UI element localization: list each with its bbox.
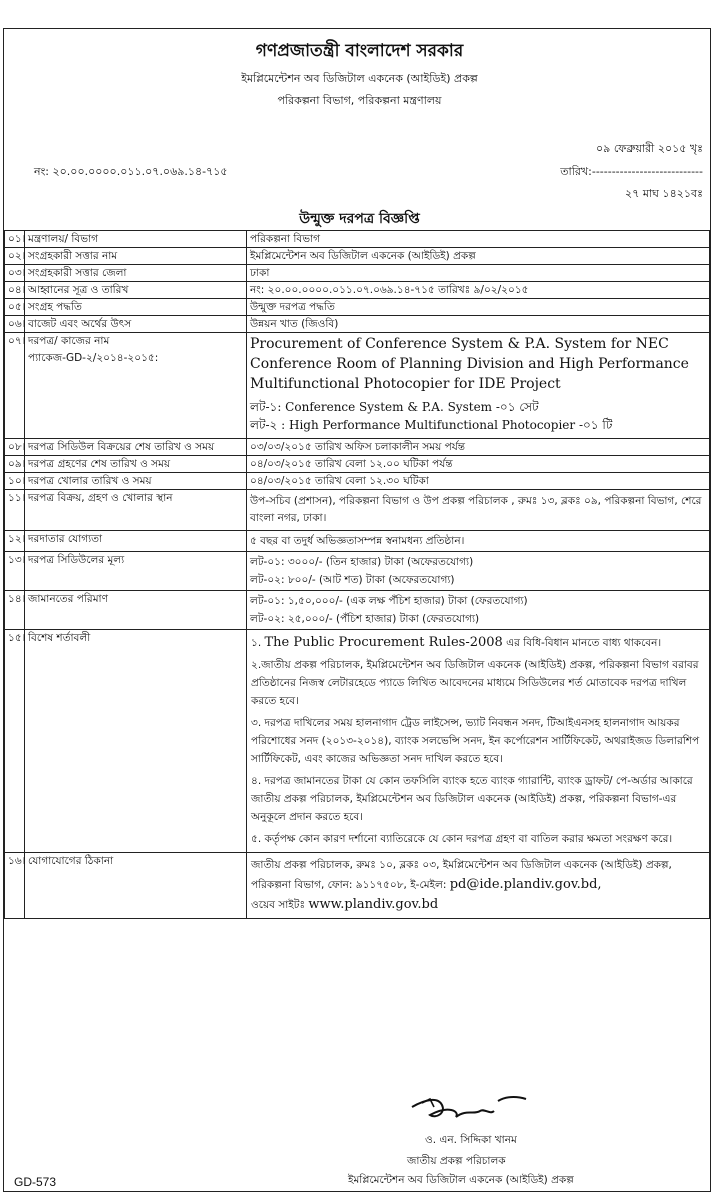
signatory-designation: জাতীয় প্রকল্প পরিচালক — [407, 1155, 506, 1167]
term-4: ৪. দরপত্র জামানতের টাকা যে কোন তফসিলি ব্যাংক হতে ব্যাংক গ্যারান্টি, ব্যাংক ড্রাফট/ পে-অর্ডার আকারে জাতীয় প্রকল্প পরিচালক, ইমপ্লিমেন্টেশন অব ডিজিটাল একনেক (আইডিই) প্রকল্প, পরিকল্পনা বিভাগ-এর অনুকূলে প্রদান করতে হবে। — [251, 775, 693, 823]
table-row — [5, 231, 710, 248]
term-2: ২.জাতীয় প্রকল্প পরিচালক, ইমপ্লিমেন্টেশন অব ডিজিটাল একনেক (আইডিই) প্রকল্প, পরিকল্পনা বিভাগ বরাবর প্রতিষ্ঠানের নিজস্ব লেটারহেডে প্যাডে লিখিত আবেদনের মাধ্যমে সিডিউলের শর্ত মোতাবেক দরপত্র দাখিল করতে হবে। — [251, 659, 699, 707]
price-lot-1: লট-০১: ৩০০০/- (তিন হাজার) টাকা (অফেরতযোগ্য) — [250, 556, 474, 568]
row-label: সংগ্রহকারী সত্তার জেলা — [25, 265, 247, 282]
row-number: ০১। — [5, 231, 25, 248]
table-row — [5, 265, 710, 282]
row-value: উন্নয়ন খাত (জিওবি) — [247, 316, 710, 333]
row-number: ১১। — [5, 490, 25, 531]
row-number: ০২। — [5, 248, 25, 265]
tender-table — [4, 230, 710, 919]
row-label: আহ্বানের সূত্র ও তারিখ — [25, 282, 247, 299]
signatory-project: ইমপ্লিমেন্টেশন অব ডিজিটাল একনেক (আইডিই) প্রকল্প — [348, 1174, 574, 1186]
row-number: ০৮। — [5, 439, 25, 456]
row-value: ০৩/০৩/২০১৫ তারিখ অফিস চলাকালীন সময় পর্যন্ত — [247, 439, 710, 456]
security-lot-2: লট-০২: ২৫,০০০/- (পঁচিশ হাজার) টাকা (ফেরতযোগ্য) — [250, 613, 480, 625]
package-description: Procurement of Conference System & P.A. System for NEC Conference Room of Planning Division and High Performance Multifunctional Photocopier for IDE Project — [250, 336, 689, 392]
notice-title: উন্মুক্ত দরপত্র বিজ্ঞপ্তি — [299, 211, 420, 227]
package-code: প্যাকেজ-GD-২/২০১৪-২০১৫: — [28, 352, 159, 364]
table-row — [5, 439, 710, 456]
row-label: দরপত্র গ্রহণের শেষ তারিখ ও সময় — [25, 456, 247, 473]
memo-date-english: ০৯ ফেব্রুয়ারী ২০১৫ খৃঃ — [596, 142, 703, 155]
row-label: দরদাতার যোগ্যতা — [25, 531, 247, 552]
row-value: ৫ বছর বা তদুর্ধ অভিজ্ঞতাসম্পন্ন স্বনামধন্য প্রতিষ্ঠান। — [247, 531, 710, 552]
row-label: সংগ্রহ পদ্ধতি — [25, 299, 247, 316]
division-name: পরিকল্পনা বিভাগ, পরিকল্পনা মন্ত্রণালয় — [277, 94, 442, 107]
row-number: ০৪। — [5, 282, 25, 299]
website-link[interactable]: www.plandiv.gov.bd — [308, 897, 439, 912]
package-lot-1: লট-১: Conference System & P.A. System -০১ সেট — [250, 400, 539, 414]
terms-row — [5, 630, 710, 853]
row-label: দরপত্র সিডিউল বিক্রয়ের শেষ তারিখ ও সময় — [25, 439, 247, 456]
row-value: ০৪/০৩/২০১৫ তারিখ বেলা ১২.০০ ঘটিকা পর্যন্ত — [247, 456, 710, 473]
website-label: ওয়েব সাইটঃ — [251, 899, 309, 911]
row-label: সংগ্রহকারী সত্তার নাম — [25, 248, 247, 265]
row-label: দরপত্র বিক্রয়, গ্রহণ ও খোলার স্থান — [25, 490, 247, 531]
memo-reference: নং: ২০.০০.০০০০.০১১.০৭.০৬৯.১৪-৭১৫ — [34, 165, 228, 178]
contact-row — [5, 853, 710, 919]
row-number: ০৩। — [5, 265, 25, 282]
row-label: মন্ত্রণালয়/ বিভাগ — [25, 231, 247, 248]
row-number: ১০। — [5, 473, 25, 490]
row-value: উপ-সচিব (প্রশাসন), পরিকল্পনা বিভাগ ও উপ প্রকল্প পরিচালক , রুমঃ ১৩, ব্লকঃ ০৯, পরিকল্পনা বিভাগ, শেরে বাংলা নগর, ঢাকা। — [247, 490, 710, 531]
signature-image — [408, 1093, 528, 1127]
term-1: ১. The Public Procurement Rules-2008 এর বিধি-বিধান মানতে বাধ্য থাকবেন। — [251, 635, 662, 650]
package-lot-2: লট-২ : High Performance Multifunctional Photocopier -০১ টি — [250, 418, 613, 432]
table-row — [5, 248, 710, 265]
row-label: জামানতের পরিমাণ — [25, 591, 247, 630]
table-row — [5, 456, 710, 473]
row-label: যোগাযোগের ঠিকানা — [25, 853, 247, 919]
table-row — [5, 490, 710, 531]
package-row — [5, 333, 710, 439]
table-row — [5, 316, 710, 333]
row-label: বিশেষ শর্তাবলী — [25, 630, 247, 853]
row-value: পরিকল্পনা বিভাগ — [247, 231, 710, 248]
table-row — [5, 282, 710, 299]
row-value: ০৪/০৩/২০১৫ তারিখ বেলা ১২.৩০ ঘটিকা — [247, 473, 710, 490]
row-label: দরপত্র সিডিউলের মূল্য — [25, 552, 247, 591]
table-row — [5, 299, 710, 316]
row-value: উন্মুক্ত দরপত্র পদ্ধতি — [247, 299, 710, 316]
schedule-price-row — [5, 552, 710, 591]
table-row — [5, 473, 710, 490]
contact-email-link[interactable]: pd@ide.plandiv.gov.bd, — [449, 877, 602, 892]
row-value: ইমপ্লিমেন্টেশন অব ডিজিটাল একনেক (আইডিই) প্রকল্প — [247, 248, 710, 265]
row-number: ০৬। — [5, 316, 25, 333]
term-5: ৫. কর্তৃপক্ষ কোন কারণ দর্শানো ব্যাতিরেকে যে কোন দরপত্র গ্রহণ বা বাতিল করার ক্ষমতা সংরক্ষণ করে। — [251, 833, 673, 845]
project-name: ইমপ্লিমেন্টেশন অব ডিজিটাল একনেক (আইডিই) প্রকল্প — [241, 72, 478, 85]
row-label: বাজেট এবং অর্থের উৎস — [25, 316, 247, 333]
signatory-name: ও. এন. সিদ্দিকা খানম — [425, 1134, 517, 1146]
row-number: ১২। — [5, 531, 25, 552]
row-number: ১৪। — [5, 591, 25, 630]
row-label: দরপত্র খোলার তারিখ ও সময় — [25, 473, 247, 490]
security-lot-1: লট-০১: ১,৫০,০০০/- (এক লক্ষ পঁচিশ হাজার) টাকা (ফেরতযোগ্য) — [250, 595, 528, 607]
row-number: ০৭। — [5, 333, 25, 439]
row-number: ০৫। — [5, 299, 25, 316]
row-number: ১৩। — [5, 552, 25, 591]
row-number: ১৫। — [5, 630, 25, 853]
footer-code: GD-573 — [14, 1175, 57, 1189]
government-title: গণপ্রজাতন্ত্রী বাংলাদেশ সরকার — [255, 41, 464, 61]
row-number: ০৯। — [5, 456, 25, 473]
row-number: ১৬। — [5, 853, 25, 919]
memo-date-label: তারিখ:---------------------------- — [560, 165, 703, 178]
contact-address: জাতীয় প্রকল্প পরিচালক, রুমঃ ১০, ব্লকঃ ০৩, ইমপ্লিমেন্টেশন অব ডিজিটাল একনেক (আইডিই) প্রকল্প, পরিকল্পনা বিভাগ, ফোন: ৯১১৭৫০৮, ই-মেইল: — [251, 859, 672, 891]
row-value: নং: ২০.০০.০০০০.০১১.০৭.০৬৯.১৪-৭১৫ তারিখঃ ৯/০২/২০১৫ — [247, 282, 710, 299]
memo-date-bangla: ২৭ মাঘ ১৪২১বঃ — [625, 187, 703, 200]
security-row — [5, 591, 710, 630]
row-value: ঢাকা — [247, 265, 710, 282]
table-row — [5, 531, 710, 552]
term-3: ৩. দরপত্র দাখিলের সময় হালনাগাদ ট্রেড লাইসেন্স, ভ্যাট নিবন্ধন সনদ, টিআইএনসহ হালনাগাদ আয়কর পরিশোধের সনদ (২০১৩-২০১৪), ব্যাংক সলভেন্সি সনদ, ইন কর্পোরেশন সার্টিফিকেট, অথরাইজড ডিলারশিপ সার্টিফিকেট, এবং কাজের অভিজ্ঞতা সনদ দাখিল করতে হবে। — [251, 717, 700, 765]
package-label: দরপত্র/ কাজের নাম — [28, 335, 110, 347]
price-lot-2: লট-০২: ৮০০/- (আট শত) টাকা (অফেরতযোগ্য) — [250, 574, 455, 586]
